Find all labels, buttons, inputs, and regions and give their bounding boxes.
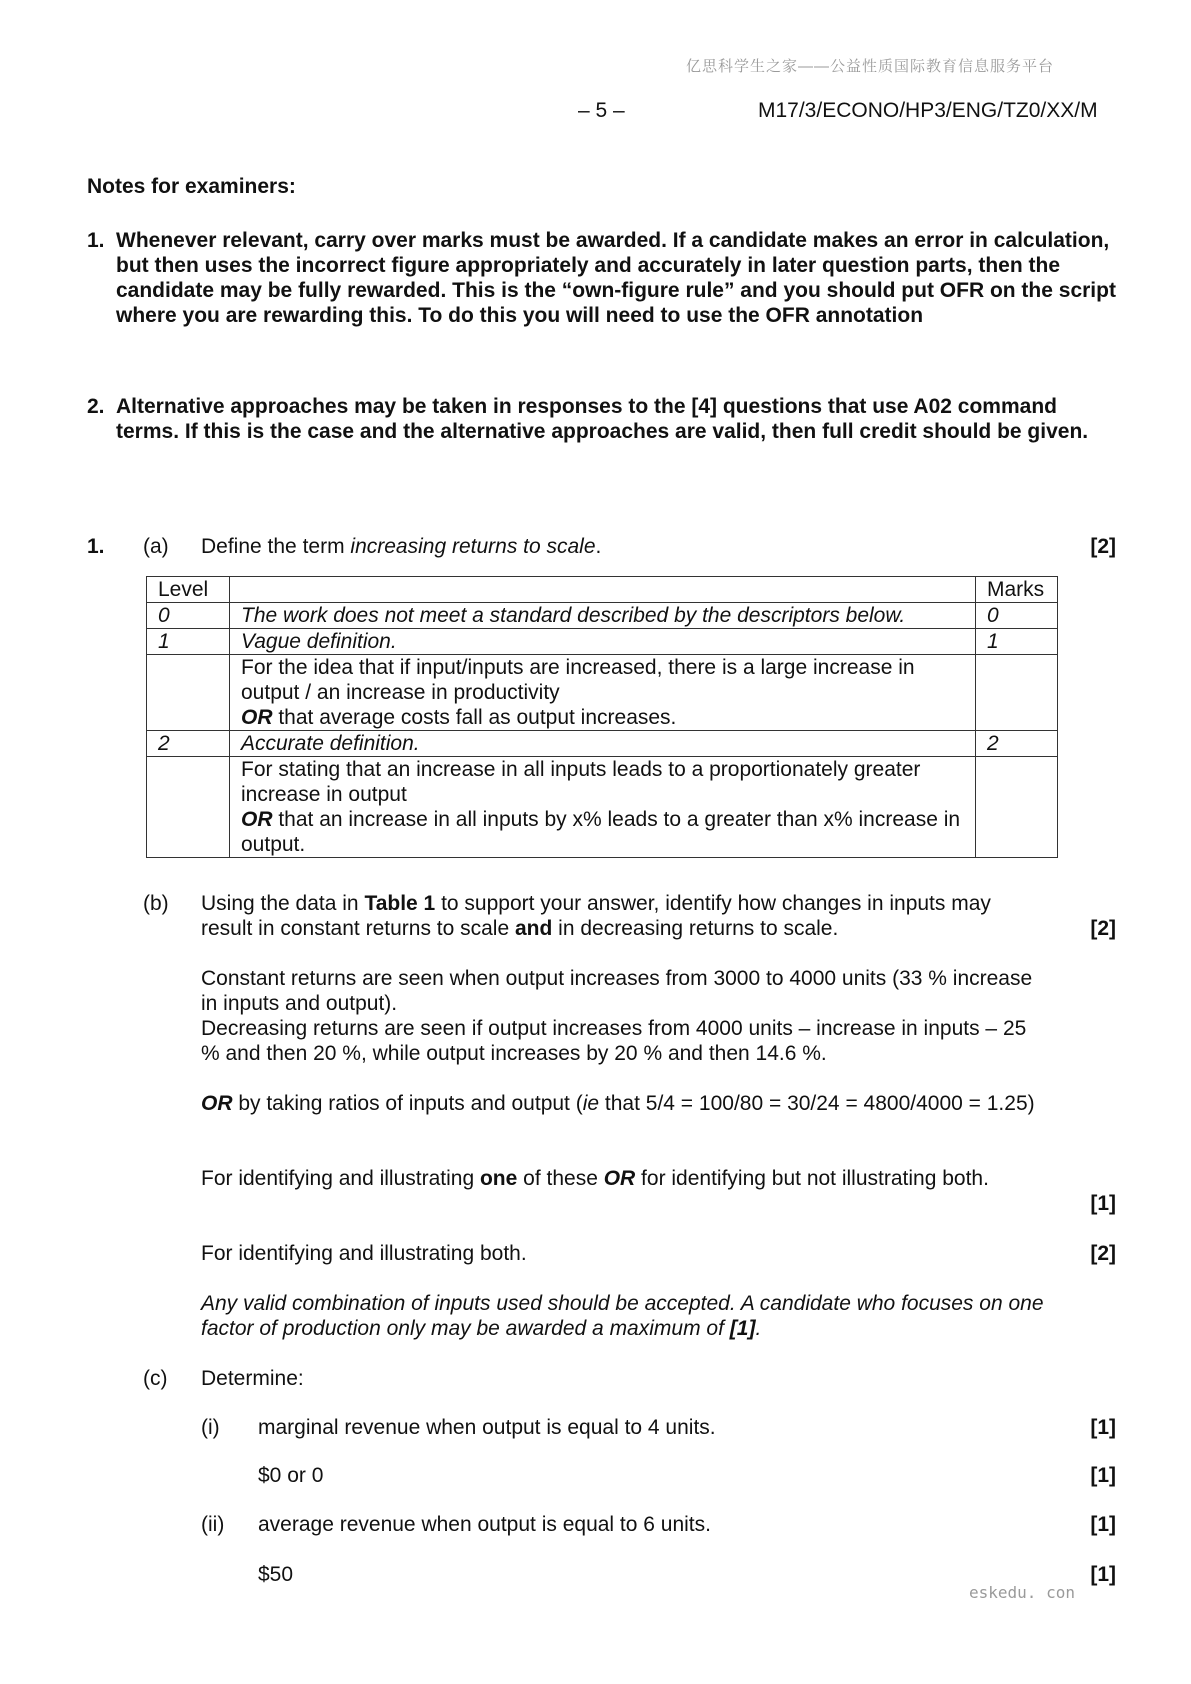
criterion-text: For identifying and illustrating	[201, 1167, 480, 1190]
prompt-text: to support your answer, identify how changes in inputs may result in constant returns to scale	[201, 892, 991, 940]
header-descriptor	[230, 577, 976, 603]
note-item	[87, 228, 1117, 328]
subpart-ii-answer: $50	[258, 1563, 294, 1586]
answer-text: by taking ratios of inputs and output (	[232, 1092, 583, 1115]
level-cell	[147, 655, 230, 731]
watermark-header: 亿思科学生之家——公益性质国际教育信息服务平台	[686, 58, 1055, 75]
note-text: Whenever relevant, carry over marks must be awarded. If a candidate makes an error in calculation, but then uses the incorrect figure appropriately and accurately in later question parts, then the candidate may be fully rewarded. This is the “own-figure rule” and you should put OFR on the script where you are rewarding this. To do this you will need to use the OFR annotation	[116, 229, 1116, 327]
detail-text: For stating that an increase in all inputs leads to a proportionately greater increase in output	[241, 758, 921, 806]
header-marks: Marks	[976, 577, 1058, 603]
detail-text: For the idea that if input/inputs are increased, there is a large increase in output / an increase in productivity	[241, 656, 915, 704]
criterion-one-marks: [1]	[1090, 1192, 1116, 1215]
part-c-prompt: Determine:	[201, 1367, 304, 1390]
header-level: Level	[147, 577, 230, 603]
answer-text: that 5/4 = 100/80 = 30/24 = 4800/4000 = 1.25)	[599, 1092, 1035, 1115]
descriptor-cell: The work does not meet a standard described by the descriptors below.	[230, 603, 976, 629]
prompt-term: increasing returns to scale	[350, 535, 596, 558]
table-row	[147, 757, 1058, 858]
prompt-and: and	[515, 917, 553, 940]
subpart-ii-prompt: average revenue when output is equal to 6 units.	[258, 1513, 711, 1536]
descriptor-cell: Accurate definition.	[230, 731, 976, 757]
answer-paragraph	[201, 1091, 1041, 1116]
prompt-text: Define the term	[201, 535, 351, 558]
table-row	[147, 655, 1058, 731]
marks-cell: 2	[976, 731, 1058, 757]
note-text: Any valid combination of inputs used should be accepted. A candidate who focuses on one factor of production only may be awarded a maximum of	[201, 1292, 1044, 1340]
part-b-marks: [2]	[1090, 917, 1116, 940]
note-item	[87, 394, 1117, 444]
subpart-i-marks: [1]	[1090, 1416, 1116, 1439]
level-cell: 2	[147, 731, 230, 757]
subpart-ii-label: (ii)	[201, 1513, 225, 1536]
answer-text-ie: ie	[582, 1092, 600, 1115]
question-number: 1.	[87, 535, 105, 558]
marks-cell: 1	[976, 629, 1058, 655]
part-a-marks: [2]	[1090, 535, 1116, 558]
note-number: 1.	[87, 229, 105, 252]
note-number: 2.	[87, 395, 105, 418]
prompt-text: in decreasing returns to scale.	[552, 917, 839, 940]
subpart-i-answer: $0 or 0	[258, 1464, 324, 1487]
level-cell	[147, 757, 230, 858]
table-row	[147, 629, 1058, 655]
or-label: OR	[241, 808, 273, 831]
notes-title: Notes for examiners:	[87, 175, 296, 198]
or-label: OR	[201, 1092, 233, 1115]
descriptor-detail-cell	[230, 655, 976, 731]
part-c-label: (c)	[143, 1367, 168, 1390]
answer-paragraph: Decreasing returns are seen if output increases from 4000 units – increase in inputs – 25 % and then 20 %, while output increases by 20 % and then 14.6 %.	[201, 1017, 1027, 1065]
or-label: OR	[241, 706, 273, 729]
marks-cell	[976, 655, 1058, 731]
prompt-text: Using the data in	[201, 892, 365, 915]
part-a-prompt	[201, 534, 1081, 559]
markscheme-table	[146, 576, 1058, 858]
answer-paragraph: Constant returns are seen when output increases from 3000 to 4000 units (33 % increase in inputs and output).	[201, 967, 1033, 1015]
subpart-i-label: (i)	[201, 1416, 220, 1439]
watermark-footer: eskedu. con	[969, 1583, 1075, 1602]
note-text: .	[755, 1317, 762, 1340]
subpart-ii-answer-marks: [1]	[1090, 1563, 1116, 1586]
part-a-label: (a)	[143, 535, 169, 558]
or-label: OR	[603, 1167, 636, 1190]
part-b-label: (b)	[143, 892, 169, 915]
marks-cell	[976, 757, 1058, 858]
table-row	[147, 731, 1058, 757]
note-text: Alternative approaches may be taken in responses to the [4] questions that use A02 command terms. If this is the case and the alternative approaches are valid, then full credit should be given.	[116, 395, 1089, 443]
subpart-i-answer-marks: [1]	[1090, 1464, 1116, 1487]
marks-cell: 0	[976, 603, 1058, 629]
table-row	[147, 603, 1058, 629]
criterion-two-marks: [2]	[1090, 1242, 1116, 1265]
part-b-prompt	[201, 891, 1021, 941]
detail-text: that average costs fall as output increases.	[272, 706, 677, 729]
subpart-ii-marks: [1]	[1090, 1513, 1116, 1536]
note-max-mark: [1]	[729, 1317, 756, 1340]
page-number: – 5 –	[578, 99, 625, 122]
descriptor-cell: Vague definition.	[230, 629, 976, 655]
level-cell: 1	[147, 629, 230, 655]
examiner-note	[201, 1291, 1051, 1341]
criterion-one	[201, 1166, 1001, 1191]
document-reference: M17/3/ECONO/HP3/ENG/TZ0/XX/M	[758, 99, 1098, 122]
level-cell: 0	[147, 603, 230, 629]
criterion-text: for identifying but not illustrating both.	[635, 1167, 989, 1190]
detail-text: that an increase in all inputs by x% leads to a greater than x% increase in output.	[241, 808, 961, 856]
criterion-text: of these	[517, 1167, 604, 1190]
table-header-row	[147, 577, 1058, 603]
criterion-two: For identifying and illustrating both.	[201, 1242, 527, 1265]
descriptor-detail-cell	[230, 757, 976, 858]
table-reference: Table 1	[364, 892, 436, 915]
prompt-text: .	[595, 535, 602, 558]
criterion-one-emphasis: one	[479, 1167, 518, 1190]
subpart-i-prompt: marginal revenue when output is equal to 4 units.	[258, 1416, 716, 1439]
